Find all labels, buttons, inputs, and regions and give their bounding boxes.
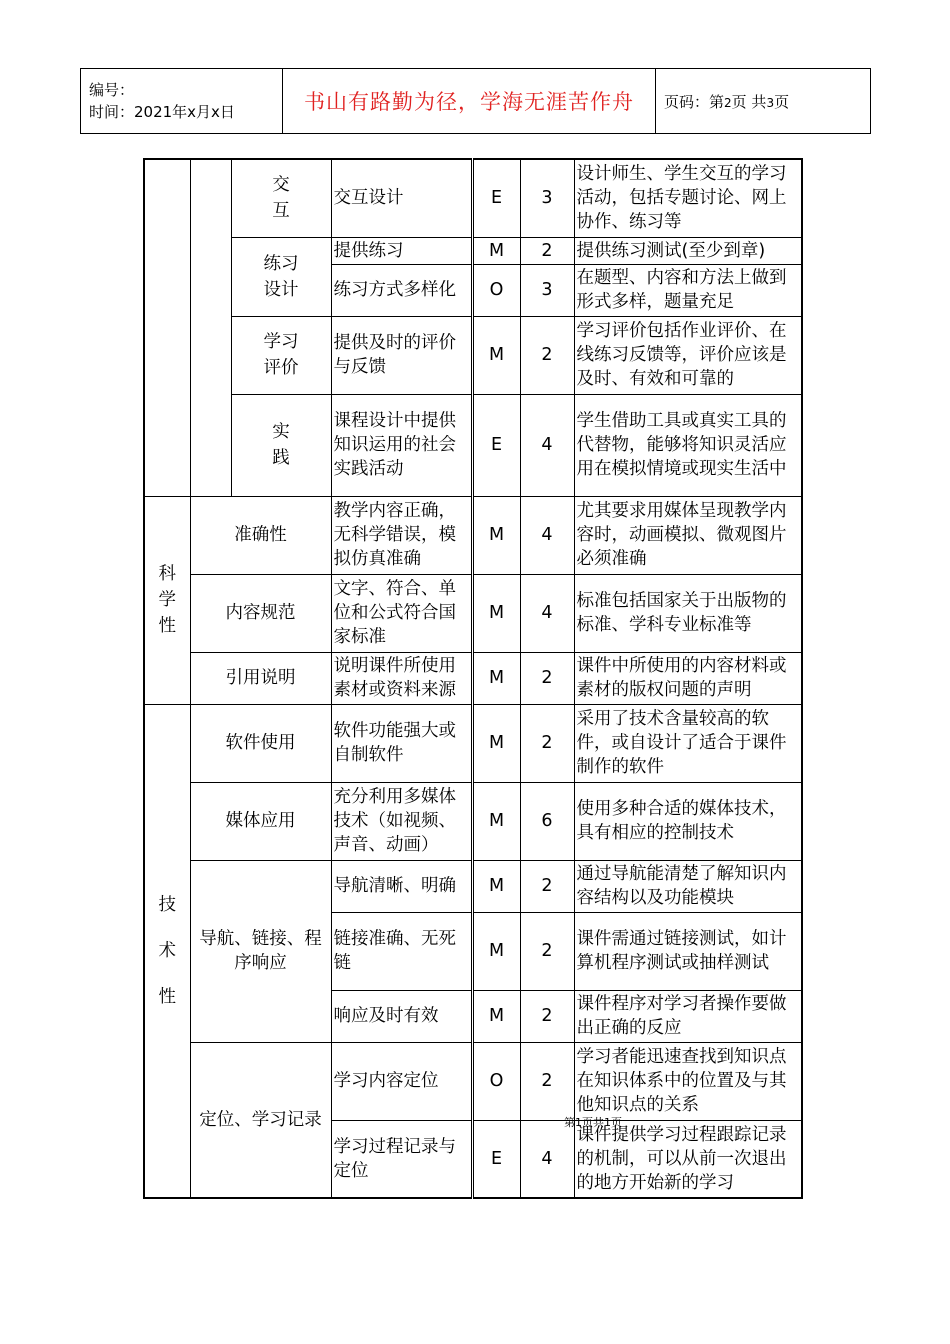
- item-cell: 交互设计: [331, 159, 472, 237]
- level-cell: M: [472, 990, 520, 1042]
- score-cell: 2: [520, 860, 574, 912]
- sub-media: 媒体应用: [190, 782, 331, 860]
- level-cell: E: [472, 394, 520, 496]
- standard-cell: 采用了技术含量较高的软件，或自设计了适合于课件制作的软件: [574, 704, 802, 782]
- group-shijian: 实 践: [231, 394, 331, 496]
- item-cell: 说明课件所使用素材或资料来源: [331, 652, 472, 704]
- score-cell: 2: [520, 1042, 574, 1120]
- item-cell: 学习过程记录与定位: [331, 1120, 472, 1198]
- motto: 书山有路勤为径，学海无涯苦作舟: [283, 69, 656, 134]
- level-cell: E: [472, 1120, 520, 1198]
- standard-cell: 标准包括国家关于出版物的标准、学科专业标准等: [574, 574, 802, 652]
- table-row: [144, 496, 802, 574]
- score-cell: 4: [520, 574, 574, 652]
- level-cell: O: [472, 264, 520, 316]
- table-row: [144, 394, 802, 496]
- standard-cell: 通过导航能清楚了解知识内容结构以及功能模块: [574, 860, 802, 912]
- table-row: [144, 159, 802, 237]
- table-row: [144, 704, 802, 782]
- subcategory-cell: [190, 159, 231, 496]
- item-cell: 文字、符合、单位和公式符合国家标准: [331, 574, 472, 652]
- level-cell: M: [472, 574, 520, 652]
- item-cell: 充分利用多媒体技术（如视频、声音、动画）: [331, 782, 472, 860]
- page-info: 页码：第2页 共3页: [656, 69, 871, 134]
- item-cell: 链接准确、无死链: [331, 912, 472, 990]
- level-cell: M: [472, 782, 520, 860]
- standard-cell: 学生借助工具或真实工具的代替物，能够将知识灵活应用在模拟情境或现实生活中: [574, 394, 802, 496]
- score-cell: 2: [520, 704, 574, 782]
- table-row: [144, 860, 802, 912]
- group-practice: 练习 设计: [231, 237, 331, 316]
- standard-cell: 课件程序对学习者操作要做出正确的反应: [574, 990, 802, 1042]
- table-row: [144, 237, 802, 264]
- level-cell: M: [472, 860, 520, 912]
- level-cell: M: [472, 704, 520, 782]
- table-row: [144, 782, 802, 860]
- sub-accuracy: 准确性: [190, 496, 331, 574]
- level-cell: M: [472, 912, 520, 990]
- item-cell: 响应及时有效: [331, 990, 472, 1042]
- sub-locate: 定位、学习记录: [190, 1042, 331, 1198]
- table-row: [144, 1042, 802, 1120]
- score-cell: 3: [520, 159, 574, 237]
- standard-cell: 在题型、内容和方法上做到形式多样，题量充足: [574, 264, 802, 316]
- evaluation-table: [143, 158, 803, 1199]
- standard-cell: 课件中所使用的内容材料或素材的版权问题的声明: [574, 652, 802, 704]
- item-cell: 课程设计中提供知识运用的社会实践活动: [331, 394, 472, 496]
- score-cell: 4: [520, 496, 574, 574]
- standard-cell: 提供练习测试(至少到章): [574, 237, 802, 264]
- item-cell: 练习方式多样化: [331, 264, 472, 316]
- level-cell: M: [472, 316, 520, 394]
- score-cell: 2: [520, 237, 574, 264]
- number-label: 编号：: [89, 81, 135, 99]
- item-cell: 提供练习: [331, 237, 472, 264]
- level-cell: O: [472, 1042, 520, 1120]
- level-cell: M: [472, 237, 520, 264]
- level-cell: E: [472, 159, 520, 237]
- page-header: [80, 68, 871, 134]
- score-cell: 6: [520, 782, 574, 860]
- header-left-cell: [81, 69, 283, 134]
- category-science: 科 学 性: [144, 496, 190, 704]
- group-eval: 学习 评价: [231, 316, 331, 394]
- table-row: [144, 574, 802, 652]
- score-cell: 3: [520, 264, 574, 316]
- score-cell: 4: [520, 1120, 574, 1198]
- footer-page-mark: 第1页共1页: [564, 1116, 622, 1129]
- standard-cell: 课件提供学习过程跟踪记录的机制，可以从前一次退出的地方开始新的学习: [574, 1120, 802, 1198]
- standard-cell: 课件需通过链接测试，如计算机程序测试或抽样测试: [574, 912, 802, 990]
- table-row: [144, 316, 802, 394]
- item-cell: 学习内容定位: [331, 1042, 472, 1120]
- level-cell: M: [472, 652, 520, 704]
- standard-cell: 学习评价包括作业评价、在线练习反馈等，评价应该是及时、有效和可靠的: [574, 316, 802, 394]
- standard-cell: 设计师生、学生交互的学习活动，包括专题讨论、网上协作、练习等: [574, 159, 802, 237]
- sub-software: 软件使用: [190, 704, 331, 782]
- score-cell: 2: [520, 990, 574, 1042]
- table-row: [144, 652, 802, 704]
- score-cell: 2: [520, 316, 574, 394]
- standard-cell: 尤其要求用媒体呈现教学内容时，动画模拟、微观图片必须准确: [574, 496, 802, 574]
- level-cell: M: [472, 496, 520, 574]
- sub-nav: 导航、链接、程序响应: [190, 860, 331, 1042]
- group-interact: 交 互: [231, 159, 331, 237]
- score-cell: 4: [520, 394, 574, 496]
- category-tech: 技 术 性: [144, 704, 190, 1198]
- score-cell: 2: [520, 652, 574, 704]
- standard-cell: 使用多种合适的媒体技术，具有相应的控制技术: [574, 782, 802, 860]
- standard-cell: 学习者能迅速查找到知识点在知识体系中的位置及与其他知识点的关系: [574, 1042, 802, 1120]
- category-cell: [144, 159, 190, 496]
- sub-citation: 引用说明: [190, 652, 331, 704]
- item-cell: 提供及时的评价与反馈: [331, 316, 472, 394]
- score-cell: 2: [520, 912, 574, 990]
- sub-norms: 内容规范: [190, 574, 331, 652]
- item-cell: 软件功能强大或自制软件: [331, 704, 472, 782]
- item-cell: 导航清晰、明确: [331, 860, 472, 912]
- time-label: 时间：2021年x月x日: [89, 103, 235, 121]
- item-cell: 教学内容正确，无科学错误，模拟仿真准确: [331, 496, 472, 574]
